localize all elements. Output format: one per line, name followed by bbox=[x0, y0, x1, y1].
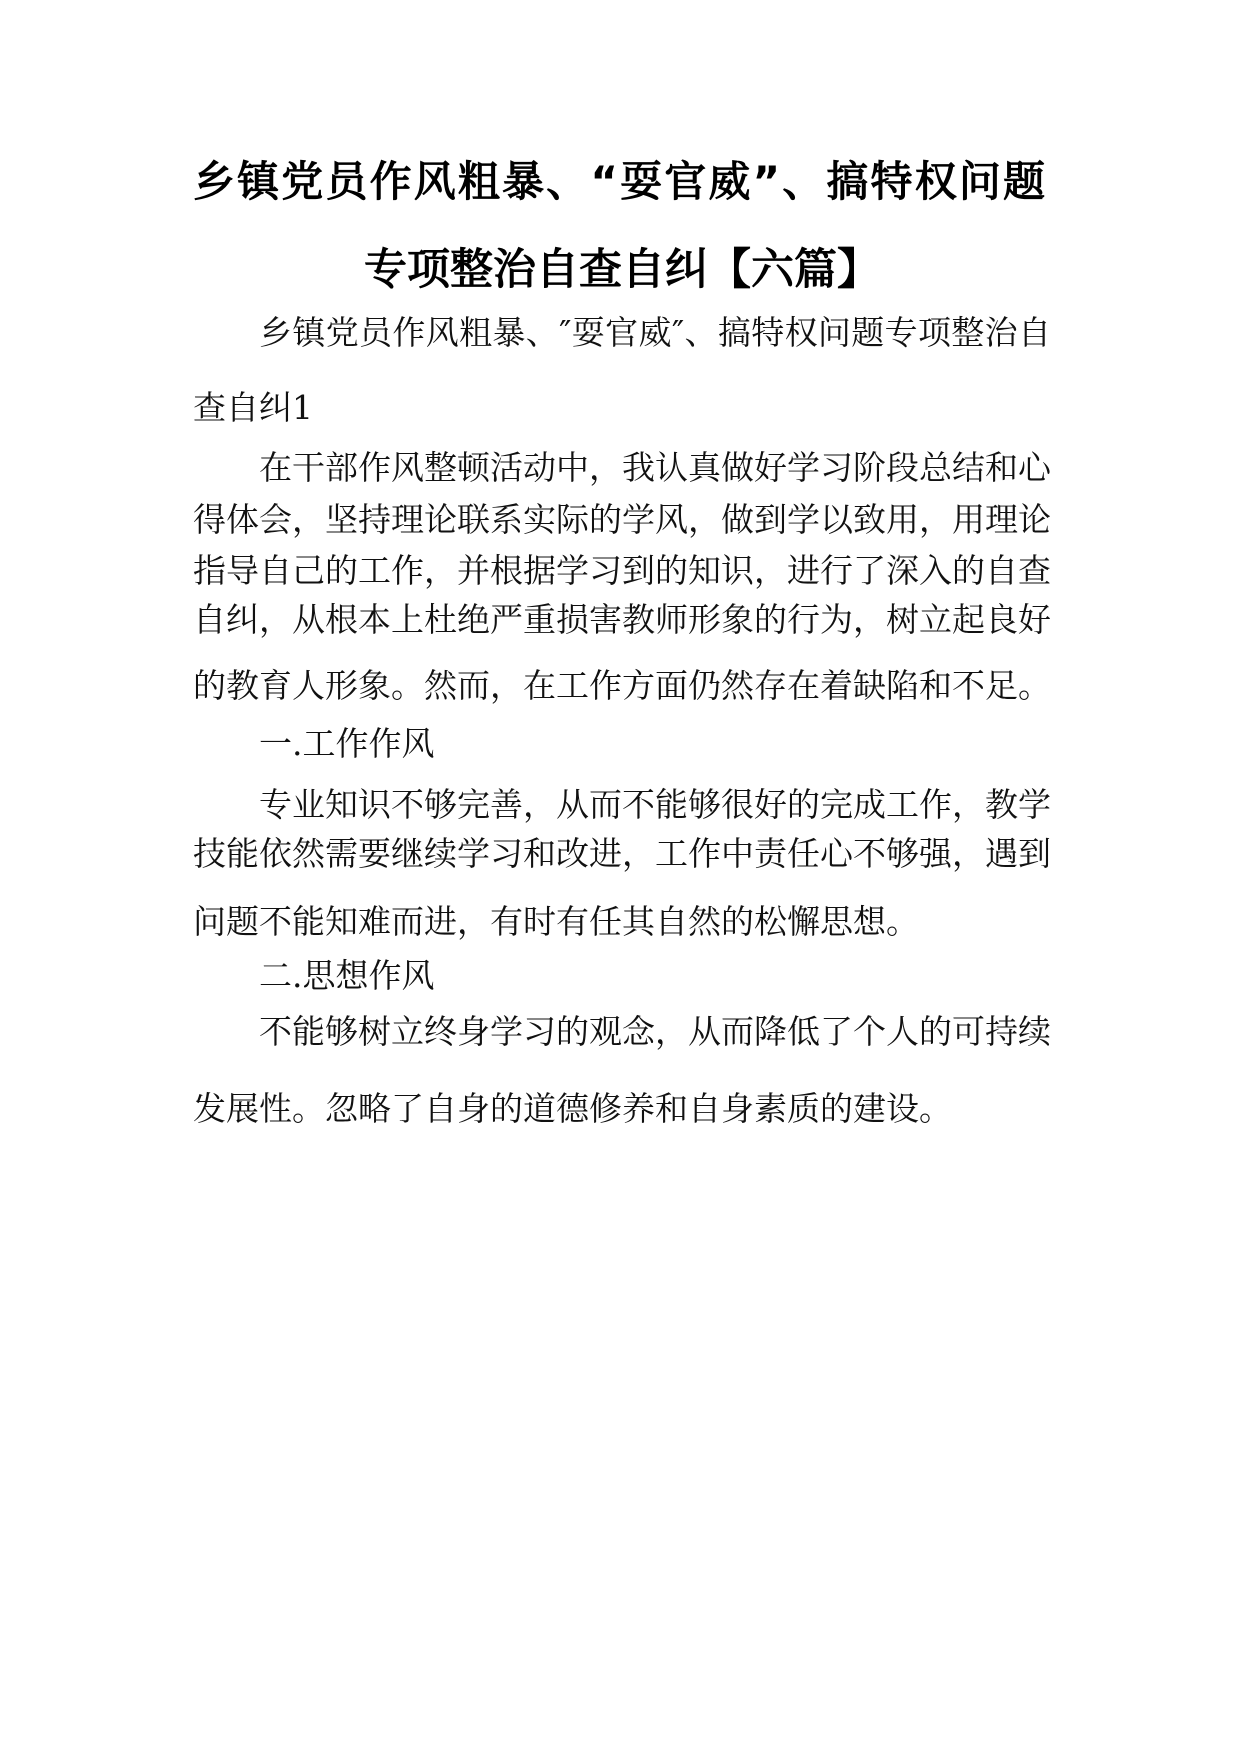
intro-paragraph-line: 得体会，坚持理论联系实际的学风，做到学以致用，用理论 bbox=[193, 500, 1051, 539]
section1-paragraph-line: 技能依然需要继续学习和改进，工作中责任心不够强，遇到 bbox=[193, 834, 1051, 873]
document-title-line-1: 乡镇党员作风粗暴、“耍官威”、搞特权问题 bbox=[193, 157, 1045, 206]
subtitle-line: 查自纠1 bbox=[193, 388, 313, 427]
section1-paragraph-line: 专业知识不够完善，从而不能够很好的完成工作，教学 bbox=[259, 785, 1051, 824]
document-title-line-2: 专项整治自查自纠【六篇】 bbox=[364, 245, 880, 295]
section2-paragraph-line: 发展性。忽略了自身的道德修养和自身素质的建设。 bbox=[193, 1089, 952, 1128]
subtitle-line: 乡镇党员作风粗暴、″耍官威″、搞特权问题专项整治自 bbox=[259, 313, 1051, 352]
intro-paragraph-line: 在干部作风整顿活动中，我认真做好学习阶段总结和心 bbox=[259, 448, 1051, 487]
section1-paragraph-line: 问题不能知难而进，有时有任其自然的松懈思想。 bbox=[193, 902, 919, 941]
section-heading-work-style: 一.工作作风 bbox=[259, 724, 435, 763]
section-heading-thinking-style: 二.思想作风 bbox=[259, 956, 435, 995]
intro-paragraph-line: 指导自己的工作，并根据学习到的知识，进行了深入的自查 bbox=[193, 551, 1051, 590]
intro-paragraph-line: 的教育人形象。然而，在工作方面仍然存在着缺陷和不足。 bbox=[193, 666, 1051, 705]
section2-paragraph-line: 不能够树立终身学习的观念，从而降低了个人的可持续 bbox=[259, 1012, 1051, 1051]
intro-paragraph-line: 自纠，从根本上杜绝严重损害教师形象的行为，树立起良好 bbox=[193, 600, 1051, 639]
